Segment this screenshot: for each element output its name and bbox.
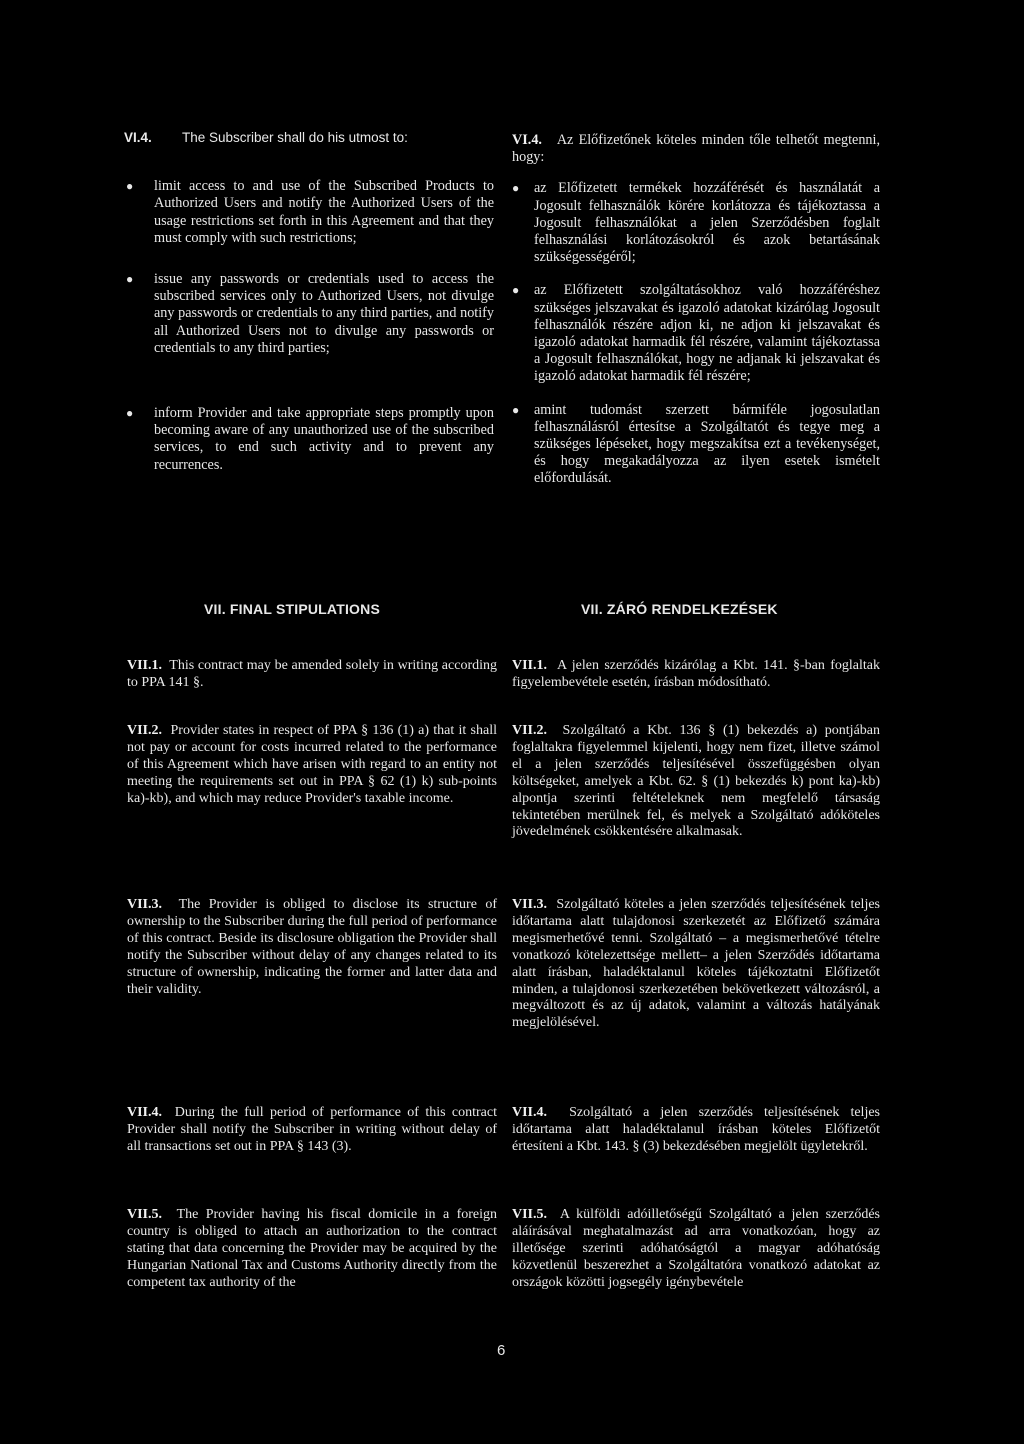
clause-vii1-en: VII.1. This contract may be amended solely in writing according to PPA 141 §. xyxy=(127,658,498,690)
list-item: ● inform Provider and take appropriate steps promptly upon becoming aware of any unauthorized use of the subscribed services, to end such activity and to prevent any recurrences. xyxy=(126,405,494,473)
section-intro: The Subscriber shall do his utmost to: xyxy=(182,130,408,145)
section-heading xyxy=(124,129,494,146)
bullet-icon: ● xyxy=(512,283,520,298)
bullet-icon: ● xyxy=(512,181,520,196)
page-number: 6 xyxy=(497,1342,506,1359)
clause-vii4-en: VII.4. During the full period of performance of this contract Provider shall notify the Subscriber in writing without delay of all transactions set out in PPA § 143 (3). xyxy=(127,1105,498,1154)
clause-vii2-hu: VII.2. Szolgáltató a Kbt. 136 § (1) bekezdés a) pontjában foglaltakra figyelemmel kijelenti, hogy nem fizet, illetve számol el a jelen szerződés teljesítésével összefüggésben olyan költségeket, amelyek a Kbt. 62. § (1) bekezdés k) pont ka)-kb) alpontja szerinti feltételeknek nem megfelelő társaság tekintetében merülnek fel, és melyek a Szolgáltató adóköteles jövedelmének csökkentésére alkalmasak. xyxy=(512,723,880,840)
bullet-icon: ● xyxy=(126,272,134,287)
list-item: ● az Előfizetett szolgáltatásokhoz való hozzáféréshez szükséges jelszavakat és igazoló adatokat kizárólag Jogosult felhasználók részére adjon ki, ne adjon ki jelszavakat és igazoló adatokat harmadik fél részére, valamint tájékoztassa a Jogosult felhasználókat, hogy ne adjanak ki jelszavakat és igazoló adatokat harmadik fél részére; xyxy=(512,282,880,385)
clause-vii3-hu: VII.3. Szolgáltató köteles a jelen szerződés teljesítésének teljes időtartama alatt tulajdonosi szerkezetét az Előfizető számára megismerhetővé tenni. Szolgáltató – a megismerhetővé tételre vonatkozó kötelezettsége mellett– a jelen Szerződés időtartama alatt írásban, haladéktalanul köteles tájékoztatni Előfizetőt minden, a tulajdonosi szerkezetében bekövetkezett változásról, a megváltozott és az új adatok, valamint a változás hatályának megjelölésével. xyxy=(512,897,881,1031)
section-number: VI.4. xyxy=(124,130,152,145)
bullet-icon: ● xyxy=(126,406,134,421)
list-item: ● limit access to and use of the Subscribed Products to Authorized Users and notify the Authorized Users of the usage restrictions set forth in this Agreement and that they must comply with such restrictions; xyxy=(126,178,494,246)
section-heading xyxy=(512,132,880,166)
clause-vii1-hu: VII.1. A jelen szerződés kizárólag a Kbt. 141. §-ban foglaltak figyelembevétele esetén, írásban módosítható. xyxy=(512,658,880,690)
bullet-icon: ● xyxy=(126,179,134,194)
section-number: VI.4. xyxy=(512,132,542,148)
list-item: ● amint tudomást szerzett bármiféle jogosulatlan felhasználásról értesítse a Szolgáltatót és tegye meg a szükséges lépéseket, hogy megszakítsa ezt a tevékenységet, és hogy megakadályozza az ilyen esetek ismételt előfordulását. xyxy=(512,401,880,487)
clause-vii4-hu: VII.4. Szolgáltató a jelen szerződés teljesítésének teljes időtartama alatt haladéktalanul írásban köteles Előfizetőt értesíteni a Kbt. 143. § (3) bekezdésében megjelölt ügyletekről. xyxy=(512,1105,881,1154)
bullet-icon: ● xyxy=(512,402,520,417)
list-item: ● az Előfizetett termékek hozzáférését és használatát a Jogosult felhasználók körére korlátozza és tájékoztassa a Jogosult felhasználókat a jelen Szerződésben foglalt felhasználási korlátozásokról és azok betartásának szükségességéről; xyxy=(512,180,880,266)
section-vi4-hu xyxy=(512,132,880,488)
clause-vii5-en: VII.5. The Provider having his fiscal domicile in a foreign country is obliged to attach an authorization to the contract stating that data concerning the Provider may be acquired by the Hungarian National Tax and Customs Authority directly from the competent tax authority of the xyxy=(127,1207,497,1290)
section-vi4-en xyxy=(124,129,494,474)
clause-vii2-en: VII.2. Provider states in respect of PPA § 136 (1) a) that it shall not pay or account for costs incurred related to the performance of this Agreement which have arisen with regard to an entity not meeting the requirements set out in PPA § 62 (1) k) sub-points ka)-kb), and which may reduce Provider's taxable income. xyxy=(127,723,497,806)
list-item: ● issue any passwords or credentials used to access the subscribed services only to Authorized Users, not divulge any passwords or credentials to any third parties, and notify all Authorized Users not to divulge any passwords or credentials to any third parties; xyxy=(126,271,494,356)
clause-vii5-hu: VII.5. A külföldi adóilletőségű Szolgáltató a jelen szerződés aláírásával meghatalmazást ad arra vonatkozóan, hogy az illetősége szerinti adóhatóságtól a magyar adóhatóság közvetlenül beszerezhet a Szolgáltatóra vonatkozó adatokat az országok közötti jogsegély igénybevétele xyxy=(512,1207,881,1290)
section-intro: Az Előfizetőnek köteles minden tőle telhetőt megtenni, hogy: xyxy=(512,132,880,166)
section-title-hu: VII. ZÁRÓ RENDELKEZÉSEK xyxy=(581,601,778,617)
section-title-en: VII. FINAL STIPULATIONS xyxy=(204,601,380,617)
clause-vii3-en: VII.3. The Provider is obliged to disclose its structure of ownership to the Subscriber during the full period of performance of this contract. Beside its disclosure obligation the Provider shall notify the Subscriber without delay of any changes related to its structure of ownership, indicating the former and latter data and their validity. xyxy=(127,897,497,997)
